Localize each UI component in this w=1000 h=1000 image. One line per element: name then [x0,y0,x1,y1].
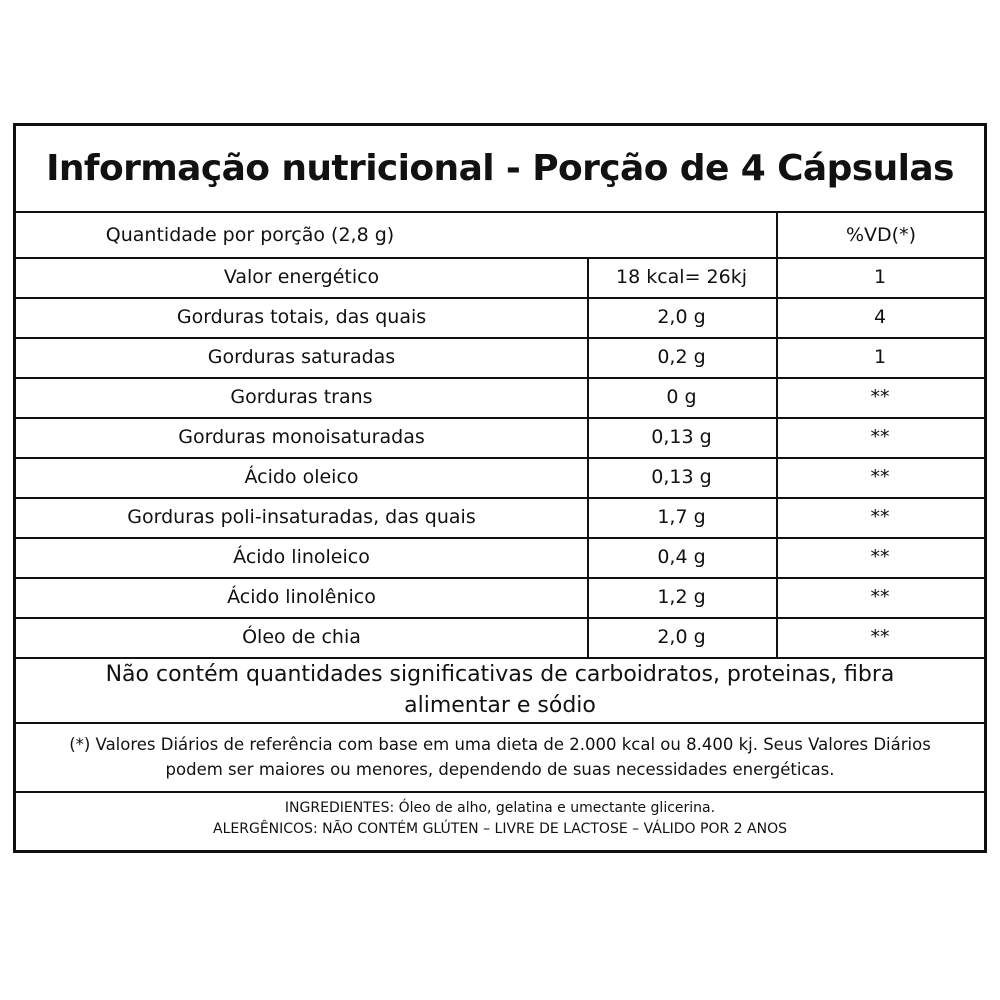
nutrient-name: Gorduras saturadas [207,346,396,368]
nutrient-daily-value: ** [870,386,890,408]
nutrient-amount: 0,2 g [657,346,706,368]
daily-value-header: %VD(*) [845,223,916,246]
nutrient-daily-value: 1 [873,266,887,288]
nutrient-name: Ácido oleico [244,466,359,488]
nutrient-amount: 2,0 g [657,306,706,328]
nutrient-daily-value: 4 [873,306,887,328]
daily-value-reference-note [16,723,984,791]
nutrient-name: Óleo de chia [242,626,361,648]
nutrient-daily-value: ** [870,506,890,528]
nutrient-amount: 0 g [666,386,697,408]
serving-size-label: Quantidade por porção (2,8 g) [105,223,395,246]
nutrition-facts-label [13,123,987,853]
nutrient-daily-value: ** [870,586,890,608]
not-significant-note [16,658,984,722]
nutrient-name: Gorduras trans [230,386,373,408]
nutrient-name: Ácido linolênico [227,586,376,608]
note-line: Não contém quantidades significativas de carboidratos, proteinas, fibra [105,662,895,687]
nutrient-amount: 18 kcal= 26kj [615,266,747,288]
allergens-text: ALERGÊNICOS: NÃO CONTÉM GLÚTEN – LIVRE DE LACTOSE – VÁLIDO POR 2 ANOS [213,821,787,837]
nutrient-amount: 0,13 g [651,426,712,448]
nutrient-amount: 0,13 g [651,466,712,488]
nutrient-daily-value: ** [870,426,890,448]
nutrient-amount: 1,7 g [657,506,706,528]
nutrient-daily-value: 1 [873,346,887,368]
nutrient-daily-value: ** [870,466,890,488]
nutrient-amount: 2,0 g [657,626,706,648]
ingredients-section [16,792,984,846]
nutrient-name: Valor energético [223,266,380,288]
label-title: Informação nutricional - Porção de 4 Cápsulas [16,126,984,213]
nutrient-daily-value: ** [870,626,890,648]
note-line: alimentar e sódio [404,693,596,718]
nutrient-name: Gorduras monoisaturadas [178,426,425,448]
nutrient-name: Gorduras poli-insaturadas, das quais [127,506,476,528]
nutrient-amount: 1,2 g [657,586,706,608]
note-line: podem ser maiores ou menores, dependendo de suas necessidades energéticas. [165,760,835,779]
nutrient-amount: 0,4 g [657,546,706,568]
note-line: (*) Valores Diários de referência com base em uma dieta de 2.000 kcal ou 8.400 kj. Seus Valores Diários [69,735,931,754]
nutrient-daily-value: ** [870,546,890,568]
ingredients-text: INGREDIENTES: Óleo de alho, gelatina e umectante glicerina. [284,800,716,816]
nutrient-name: Gorduras totais, das quais [176,306,427,328]
nutrient-name: Ácido linoleico [233,546,370,568]
